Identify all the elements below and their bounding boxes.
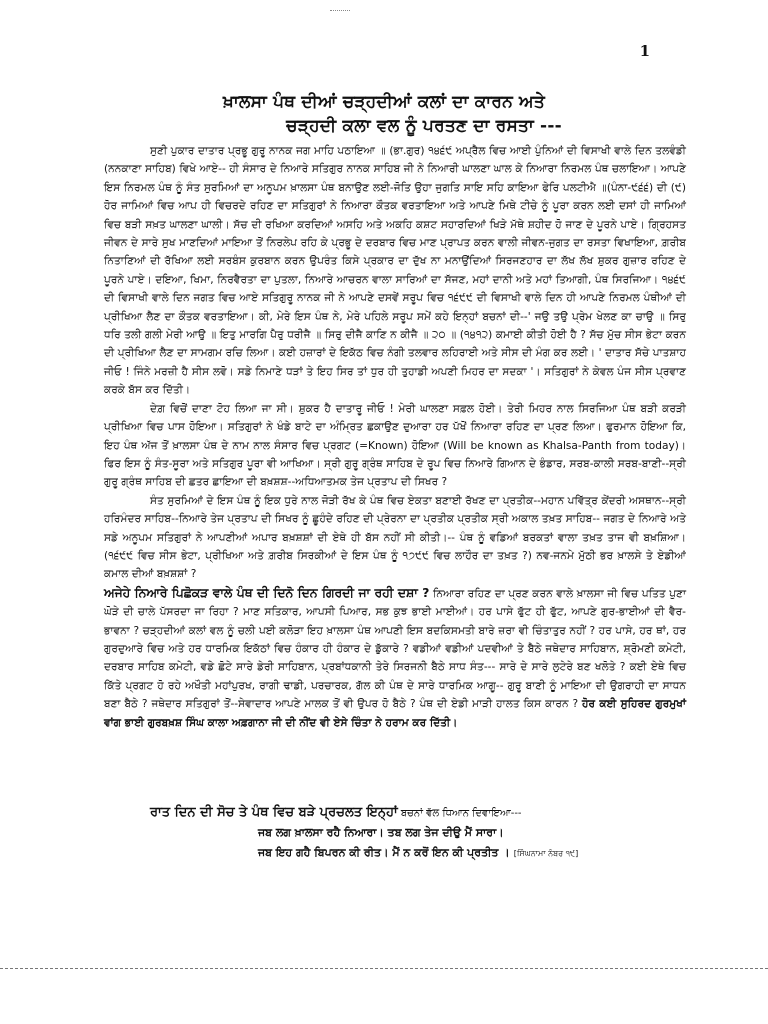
closing-heading bbox=[150, 805, 710, 820]
paragraph-4-body: ਨਿਆਰਾ ਰਹਿਣ ਦਾ ਪ੍ਰਣ ਕਰਨ ਵਾਲੇ ਖ਼ਾਲਸਾ ਜੀ ਵਿਚ ਪਤਿਤ ਪੁਣਾ ਘੋੜੇ ਦੀ ਚਾਲੇ ਪੱਸਰਦਾ ਜਾ ਰਿਹਾ ? ਮਾਣ ਸਤਿਕਾਰ, ਆਪਸੀ ਪਿਆਰ, ਸਭ ਕੁਝ ਭਾਈ ਮਾਈਆਂ। ਹਰ ਪਾਸੇ ਫੁੱਟ ਹੀ ਫੁੱਟ, ਆਪਣੇ ਗੁਰ-ਭਾਈਆਂ ਦੀ ਵੈਰ-ਭਾਵਨਾ ? ਚੜ੍ਹਦੀਆਂ ਕਲਾਂ ਵਲ ਨੂੰ ਚਲੀ ਪਈ ਕਲੋੜਾ ਇਹ ਖ਼ਾਲਸਾ ਪੰਥ ਆਪਣੀ ਇਸ ਬਦਕਿਸਮਤੀ ਬਾਰੇ ਜ਼ਰਾ ਵੀ ਚਿੰਤਾਤੁਰ ਨਹੀਂ ? ਹਰ ਪਾਸੇ, ਹਰ ਥਾਂ, ਹਰ ਗੁਰਦੁਆਰੇ ਵਿਚ ਅਤੇ ਹਰ ਧਾਰਮਿਕ ਇਕੱਠਾਂ ਵਿਚ ਹੰਕਾਰ ਹੀ ਹੰਕਾਰ ਦੇ ਡੁੱਕਾਰੇ ? ਵਡੀਆਂ ਵਡੀਆਂ ਪਦਵੀਆਂ ਤੇ ਬੈਠੇ ਜਥੇਦਾਰ ਸਾਹਿਬਾਨ, ਸ਼੍ਰੋਮਣੀ ਕਮੇਟੀ, ਦਰਬਾਰ ਸਾਹਿਬ ਕਮੇਟੀ, ਵਡੇ ਛੋਟੇ ਸਾਰੇ ਡੇਰੀ ਸਾਹਿਬਾਨ, ਪ੍ਰਬਾਂਧਕਾਨੀ ਤੇਰੇ ਸਿਰਜਨੀ ਬੈਠੇ ਸਾਧ ਸੰਤ--- ਸਾਰੇ ਦੇ ਸਾਰੇ ਲੁਟੇਰੇ ਬਣ ਖਲੋਤੇ ? ਕਈ ਏਥੇ ਵਿਚ ਕਿੱਤੇ ਪ੍ਰਗਟ ਹੋ ਰਹੇ ਅਖੌਤੀ ਮਹਾਂਪੁਰਖ, ਰਾਗੀ ਢਾਡੀ, ਪਰਚਾਰਕ, ਗੱਲ ਕੀ ਪੰਥ ਦੇ ਸਾਰੇ ਧਾਰਮਿਕ ਆਗੂ-- ਗੁਰੂ ਬਾਣੀ ਨੂੰ ਮਾਇਆ ਦੀ ਉਗਰਾਹੀ ਦਾ ਸਾਧਨ ਬਣਾ ਬੈਠੇ ? ਜਥੇਦਾਰ ਸਤਿਗੁਰਾਂ ਤੋਂ--ਸੇਵਾਦਾਰ ਆਪਣੇ ਮਾਲਕ ਤੋਂ ਵੀ ਉਪਰ ਹੋ ਬੈਠੇ ? ਪੰਥ ਦੀ ਏਡੀ ਮਾੜੀ ਹਾਲਤ ਕਿਸ ਕਾਰਨ ? bbox=[104, 587, 686, 711]
paragraph-4 bbox=[104, 584, 686, 732]
paragraph-3: ਸੰਤ ਸੁਰਮਿਆਂ ਦੇ ਇਸ ਪੰਥ ਨੂੰ ਇਕ ਧੁਰੇ ਨਾਲ ਜੋੜੀ ਰੱਖ ਕੇ ਪੰਥ ਵਿਚ ਏਕਤਾ ਬਣਾਈ ਰੱਖਣ ਦਾ ਪ੍ਰਤੀਕ--ਮਹਾਨ ਪਵਿੱਤ੍ਰ ਕੇਂਦਰੀ ਅਸਥਾਨ--ਸ੍ਰੀ ਹਰਿਮੰਦਰ ਸਾਹਿਬ--ਨਿਆਰੇ ਤੇਜ ਪ੍ਰਤਾਪ ਦੀ ਸਿਖਰ ਨੂੰ ਛੂਹੰਦੇ ਰਹਿਣ ਦੀ ਪ੍ਰੇਰਨਾ ਦਾ ਪ੍ਰਤੀਕ ਪ੍ਰਤੀਕ ਸ੍ਰੀ ਅਕਾਲ ਤਖ਼ਤ ਸਾਹਿਬ-- ਜਗਤ ਦੇ ਨਿਆਰੇ ਅਤੇ ਸਡੇ ਅਨੂਪਮ ਸਤਿਗੁਰਾਂ ਨੇ ਆਪਣੀਆਂ ਅਪਾਰ ਬਖ਼ਸ਼ਸ਼ਾਂ ਦੀ ਏਥੇ ਹੀ ਬੱਸ ਨਹੀਂ ਸੀ ਕੀਤੀ।-- ਪੰਥ ਨੂੰ ਵਡਿਆਂ ਬਰਕਤਾਂ ਵਾਲਾ ਤਖ਼ਤ ਤਾਜ ਵੀ ਬਖ਼ਸ਼ਿਆ। (੧੬੯੯ ਵਿਚ ਸੀਸ ਭੇਟਾ, ਪ੍ਰੀਖਿਆ ਅਤੇ ਗ਼ਰੀਬ ਸਿਰਕੀਆਂ ਦੇ ਇਸ ਪੰਥ ਨੂੰ ੧੭੯੯ ਵਿਚ ਲਾਹੌਰ ਦਾ ਤਖ਼ਤ ?) ਨਵ-ਜਨਮੇ ਮੁੱਠੀ ਭਰ ਖ਼ਾਲਸੇ ਤੇ ਏਡੀਆਂ ਕਮਾਲ ਦੀਆਂ ਬਖ਼ਸ਼ਸ਼ਾਂ ? bbox=[104, 494, 686, 581]
verse-1-text: ਜਬ ਲਗ ਖ਼ਾਲਸਾ ਰਹੈ ਨਿਆਰਾ। ਤਬ ਲਗ ਤੇਜ ਦੀਉ ਮੈਂ ਸਾਰਾ। bbox=[258, 826, 504, 839]
verse-2-text: ਜਬ ਇਹ ਗਹੈ ਬਿਪਰਨ ਕੀ ਰੀਤ। ਮੈਂ ਨ ਕਰੋਂ ਇਨ ਕੀ ਪ੍ਰਤੀਤ । bbox=[258, 846, 510, 859]
verse-line-2 bbox=[258, 846, 578, 860]
paragraph-2: ਦੇਗ਼ ਵਿਚੋਂ ਦਾਣਾ ਟੋਹ ਲਿਆ ਜਾ ਸੀ। ਸ਼ੁਕਰ ਹੈ ਦਾਤਾਰੂ ਜੀਓ ! ਮੇਰੀ ਘਾਲਣਾ ਸਫ਼ਲ ਹੋਈ। ਤੇਰੀ ਮਿਹਰ ਨਾਲ ਸਿਰਜਿਆ ਪੰਥ ਬੜੀ ਕਰੜੀ ਪ੍ਰੀਖਿਆ ਵਿਚ ਪਾਸ ਹੋਇਆ। ਸਤਿਗੁਰਾਂ ਨੇ ਖੰਡੇ ਬਾਟੇ ਦਾ ਅੰਮ੍ਰਿਤ ਛਕਾਉਣ ਦੁਆਰਾ ਹਰ ਪੱਖੋਂ ਨਿਆਰਾ ਰਹਿਣ ਦਾ ਪ੍ਰਣ ਲਿਆ। ਫੁਰਮਾਨ ਹੋਇਆ ਕਿ, ਇਹ ਪੰਥ ਅੱਜ ਤੋਂ ਖ਼ਾਲਸਾ ਪੰਥ ਦੇ ਨਾਮ ਨਾਲ ਸੰਸਾਰ ਵਿਚ ਪ੍ਰਗਟ (=Known) ਹੋਇਆ (Will be known as Khalsa-Panth from today)। ਫਿਰ ਇਸ ਨੂੰ ਸੰਤ-ਸੂਰਾ ਅਤੇ ਸਤਿਗੁਰ ਪੂਰਾ ਵੀ ਆਖਿਆ। ਸ੍ਰੀ ਗੁਰੂ ਗ੍ਰੰਥ ਸਾਹਿਬ ਦੇ ਰੂਪ ਵਿਚ ਨਿਆਰੇ ਗਿਆਨ ਦੇ ਭੰਡਾਰ, ਸਰਬ-ਕਾਲੀ ਸਰਬ-ਬਾਣੀ--ਸ੍ਰੀ ਗੁਰੂ ਗ੍ਰੰਥ ਸਾਹਿਬ ਦੀ ਛਤਰ ਛਾਇਆ ਦੀ ਬਖ਼ਸ਼ਸ਼--ਅਧਿਆਤਮਕ ਤੇਜ ਪ੍ਰਤਾਪ ਦੀ ਸਿਖਰ ? bbox=[104, 402, 686, 489]
closing-heading-bold: ਰਾਤ ਦਿਨ ਦੀ ਸੋਚ ਤੇ ਪੰਥ ਵਿਚ ਬੜੇ ਪ੍ਰਚਲਤ ਇਨ੍ਹਾਂ bbox=[150, 805, 398, 820]
scan-mark bbox=[330, 2, 350, 11]
document-body bbox=[104, 142, 686, 732]
paragraph-4-tail: ਹੋਰ ਕਈ ਸੁਹਿਰਦ ਗੁਰਮੁਖਾਂ ਵਾਂਗ ਭਾਈ ਗੁਰਬਖ਼ਸ਼ ਸਿੰਘ ਕਾਲਾ ਅਫ਼ਗਾਨਾ ਜੀ ਦੀ ਨੀਂਦ ਵੀ ਏਸੇ ਚਿੰਤਾ ਨੇ ਹਰਾਮ ਕਰ ਦਿੱਤੀ। bbox=[104, 698, 686, 729]
page-number: 1 bbox=[639, 42, 650, 60]
paragraph-4-heading: ਅਜੇਹੇ ਨਿਆਰੇ ਪਿਛੋਕੜ ਵਾਲੇ ਪੰਥ ਦੀ ਦਿਨੋ ਦਿਨ ਗਿਰਦੀ ਜਾ ਰਹੀ ਦਸ਼ਾ ? bbox=[104, 585, 430, 600]
verse-citation: [ਸਿੰਘਨਾਮਾ ਨੰਬਰ ੧੯] bbox=[513, 849, 579, 858]
page-title-line2: ਚੜ੍ਹਦੀ ਕਲਾ ਵਲ ਨੂੰ ਪਰਤਣ ਦਾ ਰਸਤਾ --- bbox=[286, 116, 562, 136]
page-title-line1: ਖ਼ਾਲਸਾ ਪੰਥ ਦੀਆਂ ਚੜ੍ਹਦੀਆਂ ਕਲਾਂ ਦਾ ਕਾਰਨ ਅਤੇ bbox=[223, 92, 545, 112]
verse-line-1 bbox=[258, 826, 504, 840]
scan-edge bbox=[0, 968, 768, 969]
closing-heading-rest: ਬਚਨਾਂ ਵੱਲ ਧਿਆਨ ਦਿਵਾਇਆ--- bbox=[397, 808, 522, 819]
paragraph-1: ਸੁਣੀ ਪੁਕਾਰ ਦਾਤਾਰ ਪ੍ਰਭੂ ਗੁਰੂ ਨਾਨਕ ਜਗ ਮਾਹਿ ਪਠਾਇਆ ॥ (ਭਾ.ਗੁਰ) ੧੪੬੯ ਅਪ੍ਰੈਲ ਵਿਚ ਆਈ ਪੁੰਨਿਆਂ ਦੀ ਵਿਸਾਖੀ ਵਾਲੇ ਦਿਨ ਤਲਵੰਡੀ (ਨਨਕਾਣਾ ਸਾਹਿਬ) ਵਿਖੇ ਆਏ-- ਹੀ ਸੰਸਾਰ ਦੇ ਨਿਆਰੇ ਸਤਿਗੁਰ ਨਾਨਕ ਸਾਹਿਬ ਜੀ ਨੇ ਨਿਆਰੀ ਘਾਲਣਾ ਘਾਲ ਕੇ ਨਿਆਰਾ ਨਿਰਮਲ ਪੰਥ ਚਲਾਇਆ। ਆਪਣੇ ਇਸ ਨਿਰਮਲ ਪੰਥ ਨੂੰ ਸੰਤ ਸੁਰਮਿਆਂ ਦਾ ਅਨੂਪਮ ਖ਼ਾਲਸਾ ਪੰਥ ਬਨਾਉਣ ਲਈ-ਜੋਤਿ ਉਹਾ ਜੁਗਤਿ ਸਾਇ ਸਹਿ ਕਾਇਆ ਫੇਰਿ ਪਲਟੀਐ ॥(ਪੰਨਾ-੯੬੬) ਦੀ (੯) ਹੋਰ ਜਾਮਿਆਂ ਵਿਚ ਆਪ ਹੀ ਵਿਚਰਦੇ ਰਹਿਣ ਦਾ ਸਤਿਗੁਰਾਂ ਨੇ ਨਿਆਰਾ ਕੌਤਕ ਵਰਤਾਇਆ ਅਤੇ ਆਪਣੇ ਮਿਥੇ ਟੀਚੇ ਨੂੰ ਪੂਰਾ ਕਰਨ ਲਈ ਦਸਾਂ ਹੀ ਜਾਮਿਆਂ ਵਿਚ ਬੜੀ ਸਖ਼ਤ ਘਾਲਣਾ ਘਾਲੀ। ਸੱਚ ਦੀ ਰਖਿਆ ਕਰਦਿਆਂ ਅਸਹਿ ਅਤੇ ਅਕਹਿ ਕਸ਼ਟ ਸਹਾਰਦਿਆਂ ਖਿੜੇ ਮੱਥੇ ਸ਼ਹੀਦ ਹੋ ਜਾਣ ਦੇ ਪੂਰਨੇ ਪਾਏ। ਗ੍ਰਿਹਸਤ ਜੀਵਨ ਦੇ ਸਾਰੇ ਸੁਖ ਮਾਣਦਿਆਂ ਮਾਇਆ ਤੋਂ ਨਿਰਲੇਪ ਰਹਿ ਕੇ ਪ੍ਰਭੂ ਦੇ ਦਰਬਾਰ ਵਿਚ ਮਾਣ ਪ੍ਰਾਪਤ ਕਰਨ ਵਾਲੀ ਜੀਵਨ-ਜੁਗਤ ਦਾ ਰਸਤਾ ਵਿਖਾਇਆ, ਗ਼ਰੀਬ ਨਿਤਾਣਿਆਂ ਦੀ ਰੱਖਿਆ ਲਈ ਸਰਬੰਸ ਕੁਰਬਾਨ ਕਰਨ ਉਪਰੰਤ ਕਿਸੇ ਪ੍ਰਕਾਰ ਦਾ ਦੁੱਖ ਨਾ ਮਨਾਉਂਦਿਆਂ ਸਿਰਜਣਹਾਰ ਦਾ ਲੱਖ ਲੱਖ ਸ਼ੁਕਰ ਗੁਜ਼ਾਰ ਰਹਿਣ ਦੇ ਪੂਰਨੇ ਪਾਏ। ਦਇਆ, ਖਿਮਾ, ਨਿਰਵੈਰਤਾ ਦਾ ਪੁਤਲਾ, ਨਿਆਰੇ ਆਚਰਨ ਵਾਲਾ ਸਾਰਿਆਂ ਦਾ ਸੱਜਣ, ਮਹਾਂ ਦਾਨੀ ਅਤੇ ਮਹਾਂ ਤਿਆਗੀ, ਪੰਥ ਸਿਰਜਿਆ। ੧੪੬੯ ਦੀ ਵਿਸਾਖੀ ਵਾਲੇ ਦਿਨ ਜਗਤ ਵਿਚ ਆਏ ਸਤਿਗੁਰੂ ਨਾਨਕ ਜੀ ਨੇ ਆਪਣੇ ਦਸਵੇਂ ਸਰੂਪ ਵਿਚ ੧੬੯੯ ਦੀ ਵਿਸਾਖੀ ਵਾਲੇ ਦਿਨ ਹੀ ਆਪਣੇ ਨਿਰਮਲ ਪੰਥੀਆਂ ਦੀ ਪ੍ਰੀਖਿਆ ਲੈਣ ਦਾ ਕੌਤਕ ਵਰਤਾਇਆ। ਕੀ, ਮੇਰੇ ਇਸ ਪੰਥ ਨੇ, ਮੇਰੇ ਪਹਿਲੇ ਸਰੂਪ ਸਮੇਂ ਕਹੇ ਇਨ੍ਹਾਂ ਬਚਨਾਂ ਦੀ--' ਜਉ ਤਉ ਪ੍ਰੇਮ ਖੇਲਣ ਕਾ ਚਾਉ ॥ ਸਿਰੁ ਧਰਿ ਤਲੀ ਗਲੀ ਮੇਰੀ ਆਉ ॥ ਇਤੁ ਮਾਰਗਿ ਪੈਰੁ ਧਰੀਜੈ ॥ ਸਿਰੁ ਦੀਜੈ ਕਾਣਿ ਨ ਕੀਜੈ ॥ ੨੦ ॥ (੧੪੧੨) ਕਮਾਈ ਕੀਤੀ ਹੋਈ ਹੈ ? ਸੱਚ ਮੁੱਚ ਸੀਸ ਭੇਟਾ ਕਰਨ ਦੀ ਪ੍ਰੀਖਿਆ ਲੈਣ ਦਾ ਸਾਮਗਮ ਰਚਿ ਲਿਆ। ਕਈ ਹਜ਼ਾਰਾਂ ਦੇ ਇਕੱਠ ਵਿਚ ਨੰਗੀ ਤਲਵਾਰ ਲਹਿਰਾਈ ਅਤੇ ਸੀਸ ਦੀ ਮੰਗ ਕਰ ਲਈ। ' ਦਾਤਾਰ ਸੱਚੇ ਪਾਤਸ਼ਾਹ ਜੀਓ ! ਜਿੰਨੇ ਮਰਜ਼ੀ ਹੈ ਸੀਸ ਲਵੋ। ਸਡੇ ਨਿਮਾਣੇ ਧੜਾਂ ਤੇ ਇਹ ਸਿਰ ਤਾਂ ਧੁਰ ਹੀ ਤੁਹਾਡੀ ਅਪਣੀ ਮਿਹਰ ਦਾ ਸਦਕਾ '। ਸਤਿਗੁਰਾਂ ਨੇ ਕੇਵਲ ਪੰਜ ਸੀਸ ਪ੍ਰਵਾਣ ਕਰਕੇ ਬੱਸ ਕਰ ਦਿੱਤੀ। bbox=[104, 145, 686, 397]
